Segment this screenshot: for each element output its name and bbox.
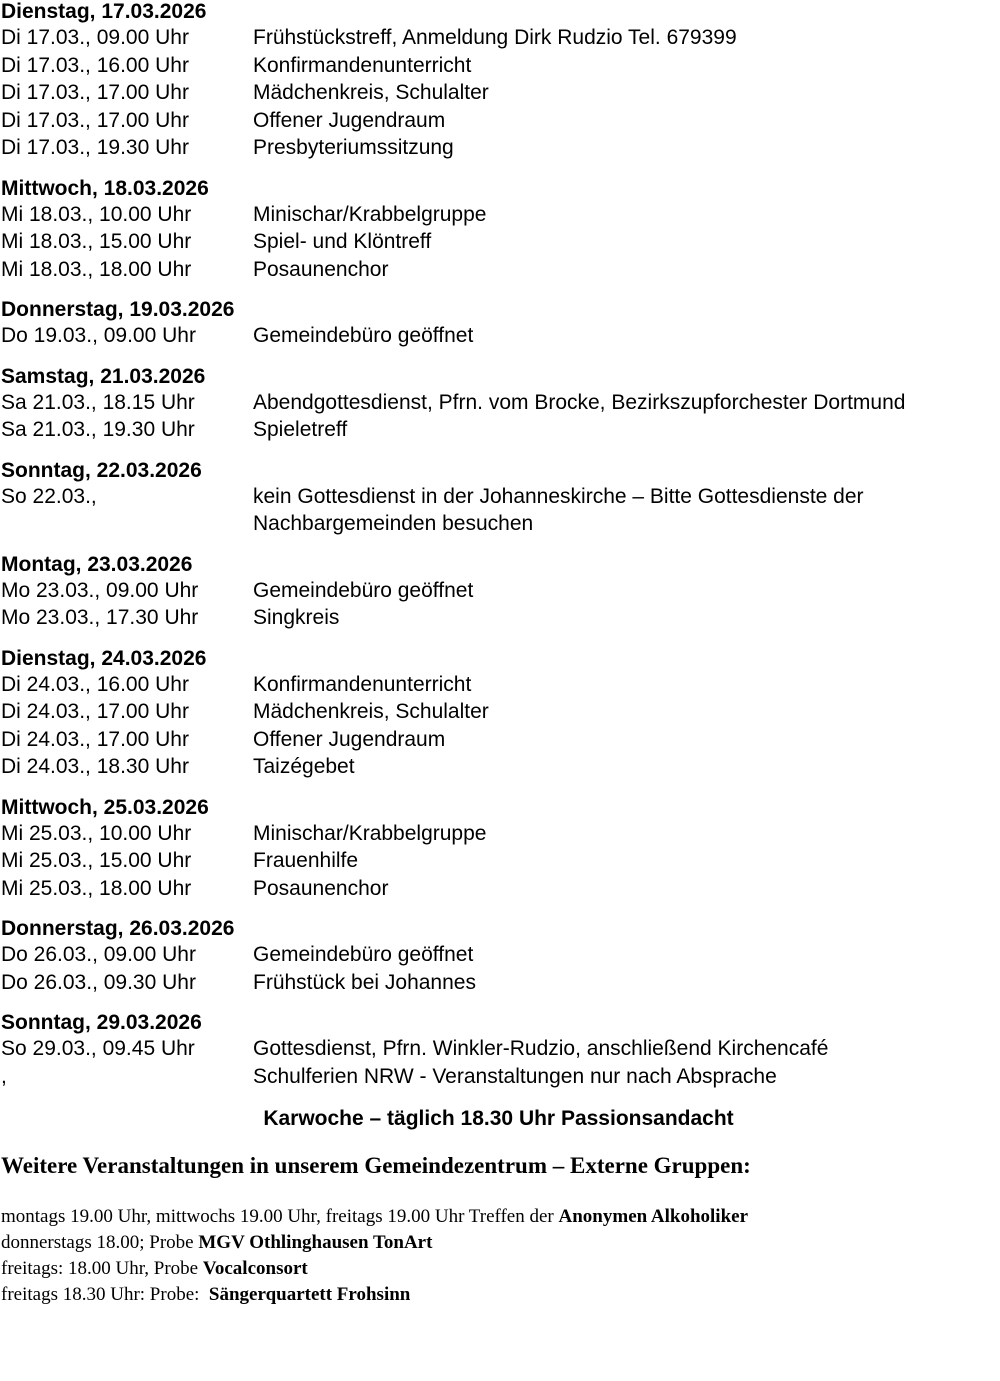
event-row (1, 79, 996, 107)
event-row (1, 1035, 996, 1063)
day-header: Montag, 23.03.2026 (1, 552, 193, 576)
event-row (1, 134, 996, 162)
event-row (1, 389, 996, 417)
external-group-name: Anonymen Alkoholiker (558, 1206, 749, 1227)
external-group-schedule: freitags: 18.00 Uhr, Probe (1, 1258, 203, 1279)
day-section (1, 0, 996, 162)
day-section (1, 459, 996, 538)
event-time: Mo 23.03., 09.00 Uhr (1, 578, 199, 602)
event-description: Minischar/Krabbelgruppe (253, 202, 487, 226)
event-description: Mädchenkreis, Schulalter (253, 700, 489, 723)
external-groups-list (1, 1204, 996, 1308)
day-section (1, 917, 996, 996)
external-group-name: MGV Othlinghausen TonArt (198, 1232, 433, 1253)
event-row (1, 820, 996, 848)
external-group-schedule: freitags 18.30 Uhr: Probe: (1, 1284, 209, 1305)
external-group-item (1, 1230, 996, 1256)
event-row (1, 201, 996, 229)
event-time: Mi 25.03., 18.00 Uhr (1, 876, 192, 900)
event-description: Taizégebet (253, 755, 355, 778)
event-row (1, 847, 996, 875)
event-description: Minischar/Krabbelgruppe (253, 821, 487, 845)
external-group-item (1, 1204, 996, 1230)
event-row (1, 1063, 996, 1091)
event-description: Schulferien NRW - Veranstaltungen nur nach Absprache (253, 1064, 777, 1088)
event-time: Mi 18.03., 18.00 Uhr (1, 257, 192, 281)
event-time: , (1, 1064, 7, 1088)
event-time: Di 17.03., 16.00 Uhr (1, 53, 189, 77)
event-row (1, 941, 996, 969)
event-description: Frühstückstreff, Anmeldung Dirk Rudzio Tel. 679399 (253, 26, 737, 49)
event-row (1, 228, 996, 256)
event-description: Gemeindebüro geöffnet (253, 324, 474, 347)
event-row (1, 671, 996, 699)
day-section (1, 177, 996, 284)
event-time: Sa 21.03., 18.15 Uhr (1, 390, 195, 414)
day-header: Mittwoch, 18.03.2026 (1, 176, 209, 200)
event-description: Gemeindebüro geöffnet (253, 578, 474, 602)
external-group-schedule: donnerstags 18.00; Probe (1, 1232, 199, 1253)
event-description: Gemeindebüro geöffnet (253, 943, 474, 966)
event-time: Sa 21.03., 19.30 Uhr (1, 418, 195, 441)
event-row (1, 483, 996, 538)
event-time: Mi 18.03., 15.00 Uhr (1, 230, 192, 253)
event-description: Spiel- und Klöntreff (253, 230, 432, 253)
event-time: Mi 18.03., 10.00 Uhr (1, 202, 192, 226)
event-description: Frauenhilfe (253, 849, 359, 872)
event-description: Gottesdienst, Pfrn. Winkler-Rudzio, anschließend Kirchencafé (253, 1037, 829, 1060)
event-time: So 22.03., (1, 484, 97, 508)
event-time: Di 24.03., 16.00 Uhr (1, 672, 189, 696)
day-section (1, 553, 996, 632)
event-description: Singkreis (253, 606, 340, 629)
day-section (1, 647, 996, 781)
external-group-item (1, 1282, 996, 1308)
event-row (1, 969, 996, 997)
event-row (1, 604, 996, 632)
event-schedule-page (1, 0, 996, 1308)
day-header: Samstag, 21.03.2026 (1, 364, 206, 388)
external-group-schedule: montags 19.00 Uhr, mittwochs 19.00 Uhr, freitags 19.00 Uhr Treffen der (1, 1206, 559, 1227)
day-header: Mittwoch, 25.03.2026 (1, 795, 209, 819)
event-description: Posaunenchor (253, 876, 389, 900)
event-time: Di 17.03., 17.00 Uhr (1, 81, 189, 104)
event-time: Di 17.03., 19.30 Uhr (1, 136, 189, 159)
event-row (1, 107, 996, 135)
day-header: Donnerstag, 19.03.2026 (1, 298, 235, 321)
event-time: Di 24.03., 17.00 Uhr (1, 727, 189, 751)
event-time: Do 26.03., 09.30 Uhr (1, 970, 196, 994)
event-description: Abendgottesdienst, Pfrn. vom Brocke, Bezirkszupforchester Dortmund (253, 390, 906, 414)
event-row (1, 726, 996, 754)
day-schedule-list (1, 0, 996, 1090)
event-description: Offener Jugendraum (253, 727, 446, 751)
event-row (1, 577, 996, 605)
event-row (1, 875, 996, 903)
event-row (1, 416, 996, 444)
event-description: Posaunenchor (253, 257, 389, 281)
event-row (1, 322, 996, 350)
event-description: Konfirmandenunterricht (253, 672, 472, 696)
day-section (1, 796, 996, 903)
event-time: Mi 25.03., 10.00 Uhr (1, 821, 192, 845)
event-description: Frühstück bei Johannes (253, 970, 476, 994)
day-header: Sonntag, 29.03.2026 (1, 1011, 202, 1034)
day-section (1, 365, 996, 444)
event-row (1, 753, 996, 781)
event-row (1, 698, 996, 726)
external-group-item (1, 1256, 996, 1282)
day-header: Dienstag, 24.03.2026 (1, 646, 207, 670)
event-description: Spieletreff (253, 418, 348, 441)
day-header: Sonntag, 22.03.2026 (1, 458, 202, 482)
day-section (1, 1011, 996, 1090)
external-group-name: Sängerquartett Frohsinn (208, 1284, 411, 1305)
event-time: So 29.03., 09.45 Uhr (1, 1037, 195, 1060)
event-description: Presbyteriumssitzung (253, 136, 454, 159)
event-time: Mi 25.03., 15.00 Uhr (1, 849, 192, 872)
event-description: kein Gottesdienst in der Johanneskirche – Bitte Gottesdienste der Nachbargemeinden besuchen (253, 484, 864, 535)
day-header: Donnerstag, 26.03.2026 (1, 917, 235, 940)
external-group-name: Vocalconsort (202, 1258, 308, 1279)
event-row (1, 24, 996, 52)
event-row (1, 52, 996, 80)
day-header: Dienstag, 17.03.2026 (1, 0, 207, 23)
event-description: Mädchenkreis, Schulalter (253, 81, 489, 104)
event-time: Di 17.03., 09.00 Uhr (1, 26, 189, 49)
event-time: Do 19.03., 09.00 Uhr (1, 324, 196, 347)
event-time: Di 24.03., 17.00 Uhr (1, 700, 189, 723)
event-time: Di 17.03., 17.00 Uhr (1, 108, 189, 132)
event-description: Konfirmandenunterricht (253, 53, 472, 77)
external-groups-heading: Weitere Veranstaltungen in unserem Gemeindezentrum – Externe Gruppen: (1, 1153, 751, 1178)
karwoche-notice: Karwoche – täglich 18.30 Uhr Passionsandacht (263, 1107, 734, 1130)
event-time: Di 24.03., 18.30 Uhr (1, 755, 189, 778)
event-time: Mo 23.03., 17.30 Uhr (1, 606, 199, 629)
event-description: Offener Jugendraum (253, 108, 446, 132)
day-section (1, 298, 996, 350)
event-time: Do 26.03., 09.00 Uhr (1, 943, 196, 966)
event-row (1, 256, 996, 284)
